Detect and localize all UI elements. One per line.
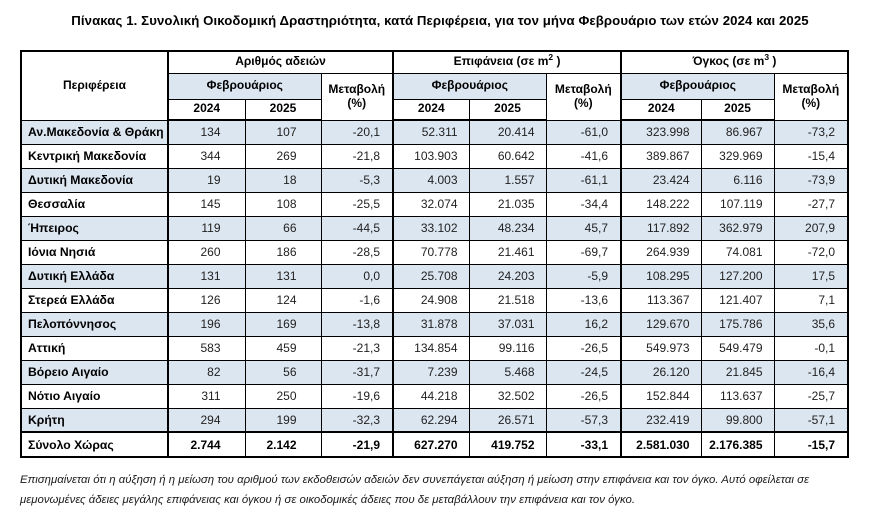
value-cell: 56	[245, 360, 321, 384]
value-cell: 107	[245, 120, 321, 144]
value-cell: 24.203	[469, 264, 546, 288]
value-cell: 2.744	[168, 432, 245, 457]
value-cell: -28,5	[321, 240, 393, 264]
building-activity-table	[20, 50, 849, 458]
value-cell: 4.003	[393, 168, 469, 192]
month-header: Φεβρουάριος	[168, 73, 321, 99]
value-cell: 21.035	[469, 192, 546, 216]
value-cell: 86.967	[701, 120, 774, 144]
footnote-text: Επισημαίνεται ότι η αύξηση ή η μείωση του αριθμού των εκδοθεισών αδειών δεν συνεπάγεται αύξηση ή μείωση στην επιφάνεια και τον όγκο. Αυτό οφείλεται σε μεμονωμένες άδειες μεγάλης επιφάνειας και όγκου ή σε οικοδομικές άδειες που δε μεταβάλλουν την επιφάνεια και τον όγκο.	[20, 474, 809, 506]
value-cell: 7.239	[393, 360, 469, 384]
value-cell: 311	[168, 384, 245, 408]
value-cell: -1,6	[321, 288, 393, 312]
value-cell: 549.479	[701, 336, 774, 360]
value-cell: 26.571	[469, 408, 546, 432]
value-cell: 108	[245, 192, 321, 216]
value-cell: 113.637	[701, 384, 774, 408]
value-cell: 82	[168, 360, 245, 384]
value-cell: 199	[245, 408, 321, 432]
value-cell: 362.979	[701, 216, 774, 240]
value-cell: 24.908	[393, 288, 469, 312]
year-header: 2024	[168, 99, 245, 120]
value-cell: 148.222	[621, 192, 701, 216]
value-cell: 48.234	[469, 216, 546, 240]
value-cell: 32.074	[393, 192, 469, 216]
value-cell: 145	[168, 192, 245, 216]
value-cell: -25,5	[321, 192, 393, 216]
value-cell: 62.294	[393, 408, 469, 432]
value-cell: 18	[245, 168, 321, 192]
region-cell: Κρήτη	[21, 408, 168, 432]
value-cell: 2.581.030	[621, 432, 701, 457]
value-cell: -61,1	[546, 168, 621, 192]
table-row	[21, 216, 848, 240]
year-header: 2025	[245, 99, 321, 120]
value-cell: 329.969	[701, 144, 774, 168]
value-cell: 60.642	[469, 144, 546, 168]
value-cell: 117.892	[621, 216, 701, 240]
value-cell: -33,1	[546, 432, 621, 457]
value-cell: -5,3	[321, 168, 393, 192]
value-cell: 44.218	[393, 384, 469, 408]
value-cell: 31.878	[393, 312, 469, 336]
value-cell: 186	[245, 240, 321, 264]
region-cell: Ήπειρος	[21, 216, 168, 240]
month-header: Φεβρουάριος	[393, 73, 546, 99]
value-cell: 99.800	[701, 408, 774, 432]
value-cell: 169	[245, 312, 321, 336]
value-cell: 121.407	[701, 288, 774, 312]
table-row	[21, 240, 848, 264]
value-cell: 21.845	[701, 360, 774, 384]
value-cell: 26.120	[621, 360, 701, 384]
region-cell: Αττική	[21, 336, 168, 360]
value-cell: 107.119	[701, 192, 774, 216]
value-cell: 131	[245, 264, 321, 288]
value-cell: 25.708	[393, 264, 469, 288]
group-header-area: Επιφάνεια (σε $m^2$ )	[393, 51, 621, 73]
value-cell: 5.468	[469, 360, 546, 384]
value-cell: 134.854	[393, 336, 469, 360]
value-cell: 2.142	[245, 432, 321, 457]
table-row	[21, 192, 848, 216]
group-label: Όγκος (σε m	[692, 54, 765, 69]
value-cell: 294	[168, 408, 245, 432]
value-cell: -41,6	[546, 144, 621, 168]
value-cell: -72,0	[774, 240, 848, 264]
value-cell: -26,5	[546, 336, 621, 360]
value-cell: -73,9	[774, 168, 848, 192]
value-cell: 45,7	[546, 216, 621, 240]
region-cell: Στερεά Ελλάδα	[21, 288, 168, 312]
value-cell: -61,0	[546, 120, 621, 144]
value-cell: 52.311	[393, 120, 469, 144]
table-row	[21, 312, 848, 336]
value-cell: 16,2	[546, 312, 621, 336]
value-cell: 19	[168, 168, 245, 192]
region-cell: Δυτική Ελλάδα	[21, 264, 168, 288]
region-cell: Σύνολο Χώρας	[21, 432, 168, 457]
value-cell: 21.461	[469, 240, 546, 264]
table-row	[21, 336, 848, 360]
value-cell: -69,7	[546, 240, 621, 264]
unit-superscript: 3	[764, 52, 770, 63]
value-cell: 66	[245, 216, 321, 240]
year-header: 2024	[621, 99, 701, 120]
region-column-header: Περιφέρεια	[21, 51, 168, 120]
value-cell: -15,4	[774, 144, 848, 168]
value-cell: 419.752	[469, 432, 546, 457]
value-cell: 103.903	[393, 144, 469, 168]
table-row	[21, 168, 848, 192]
value-cell: 32.502	[469, 384, 546, 408]
year-header: 2025	[701, 99, 774, 120]
value-cell: 127.200	[701, 264, 774, 288]
value-cell: -16,4	[774, 360, 848, 384]
value-cell: -24,5	[546, 360, 621, 384]
region-cell: Αν.Μακεδονία & Θράκη	[21, 120, 168, 144]
value-cell: -31,7	[321, 360, 393, 384]
value-cell: 152.844	[621, 384, 701, 408]
value-cell: 1.557	[469, 168, 546, 192]
value-cell: 108.295	[621, 264, 701, 288]
value-cell: 264.939	[621, 240, 701, 264]
month-header: Φεβρουάριος	[621, 73, 774, 99]
value-cell: 549.973	[621, 336, 701, 360]
region-cell: Κεντρική Μακεδονία	[21, 144, 168, 168]
table-row	[21, 120, 848, 144]
table-row	[21, 288, 848, 312]
value-cell: -20,1	[321, 120, 393, 144]
region-cell: Πελοπόννησος	[21, 312, 168, 336]
table-body	[21, 120, 848, 457]
value-cell: 70.778	[393, 240, 469, 264]
value-cell: 126	[168, 288, 245, 312]
year-header: 2024	[393, 99, 469, 120]
value-cell: -44,5	[321, 216, 393, 240]
value-cell: 23.424	[621, 168, 701, 192]
value-cell: 35,6	[774, 312, 848, 336]
year-header: 2025	[469, 99, 546, 120]
table-row	[21, 144, 848, 168]
value-cell: -0,1	[774, 336, 848, 360]
region-cell: Ιόνια Νησιά	[21, 240, 168, 264]
value-cell: 21.518	[469, 288, 546, 312]
region-cell: Νότιο Αιγαίο	[21, 384, 168, 408]
value-cell: 0,0	[321, 264, 393, 288]
value-cell: -73,2	[774, 120, 848, 144]
region-cell: Βόρειο Αιγαίο	[21, 360, 168, 384]
value-cell: -21,3	[321, 336, 393, 360]
value-cell: 323.998	[621, 120, 701, 144]
value-cell: -19,6	[321, 384, 393, 408]
value-cell: -21,8	[321, 144, 393, 168]
value-cell: 269	[245, 144, 321, 168]
value-cell: -13,6	[546, 288, 621, 312]
region-cell: Δυτική Μακεδονία	[21, 168, 168, 192]
table-row	[21, 408, 848, 432]
value-cell: 17,5	[774, 264, 848, 288]
unit-superscript: 2	[548, 52, 554, 63]
value-cell: 74.081	[701, 240, 774, 264]
value-cell: 131	[168, 264, 245, 288]
value-cell: 583	[168, 336, 245, 360]
value-cell: 20.414	[469, 120, 546, 144]
value-cell: 175.786	[701, 312, 774, 336]
value-cell: -34,4	[546, 192, 621, 216]
value-cell: 37.031	[469, 312, 546, 336]
value-cell: 207,9	[774, 216, 848, 240]
value-cell: -25,7	[774, 384, 848, 408]
value-cell: 33.102	[393, 216, 469, 240]
table-row	[21, 264, 848, 288]
value-cell: -57,3	[546, 408, 621, 432]
value-cell: -26,5	[546, 384, 621, 408]
value-cell: 6.116	[701, 168, 774, 192]
value-cell: 113.367	[621, 288, 701, 312]
change-header: Μεταβολή (%)	[546, 73, 621, 120]
value-cell: 196	[168, 312, 245, 336]
table-row	[21, 384, 848, 408]
change-header: Μεταβολή (%)	[321, 73, 393, 120]
table-row	[21, 360, 848, 384]
total-row	[21, 432, 848, 457]
value-cell: -32,3	[321, 408, 393, 432]
value-cell: -57,1	[774, 408, 848, 432]
value-cell: 459	[245, 336, 321, 360]
value-cell: 232.419	[621, 408, 701, 432]
group-header-volume: Όγκος (σε $m^3$ )	[621, 51, 848, 73]
value-cell: 627.270	[393, 432, 469, 457]
change-header: Μεταβολή (%)	[774, 73, 848, 120]
value-cell: 134	[168, 120, 245, 144]
value-cell: 119	[168, 216, 245, 240]
table-title: Πίνακας 1. Συνολική Οικοδομική Δραστηριότητα, κατά Περιφέρεια, για τον μήνα Φεβρουάριο των ετών 2024 και 2025	[71, 13, 809, 28]
value-cell: 124	[245, 288, 321, 312]
value-cell: 389.867	[621, 144, 701, 168]
value-cell: 250	[245, 384, 321, 408]
value-cell: -13,8	[321, 312, 393, 336]
value-cell: 260	[168, 240, 245, 264]
value-cell: 99.116	[469, 336, 546, 360]
region-cell: Θεσσαλία	[21, 192, 168, 216]
value-cell: -5,9	[546, 264, 621, 288]
value-cell: -21,9	[321, 432, 393, 457]
value-cell: -27,7	[774, 192, 848, 216]
value-cell: 344	[168, 144, 245, 168]
value-cell: 7,1	[774, 288, 848, 312]
value-cell: 129.670	[621, 312, 701, 336]
group-label: Αριθμός αδειών	[235, 54, 326, 69]
group-label: Επιφάνεια (σε m	[453, 54, 549, 69]
value-cell: 2.176.385	[701, 432, 774, 457]
value-cell: -15,7	[774, 432, 848, 457]
group-header-permits	[168, 51, 393, 73]
